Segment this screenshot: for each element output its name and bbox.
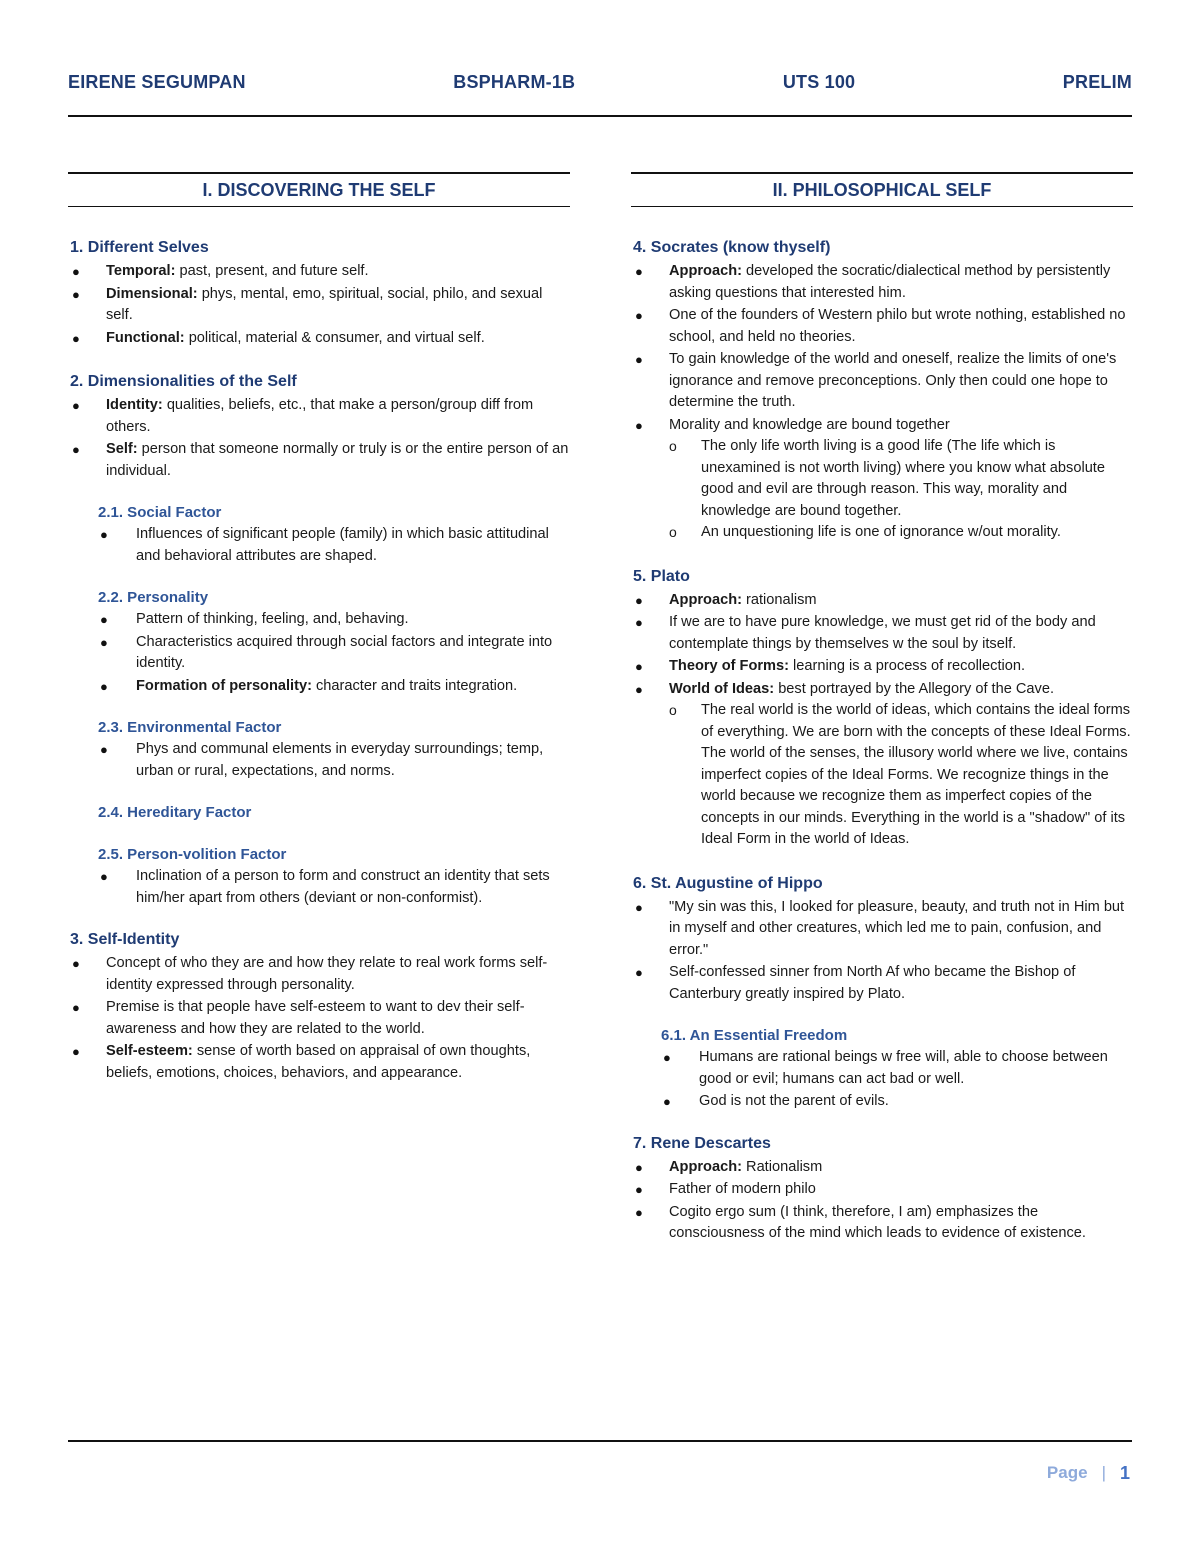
page-label: Page bbox=[1046, 1463, 1088, 1482]
topic-different-selves bbox=[68, 237, 570, 349]
list-item: ● Approach: developed the socratic/dialectical method by persistently asking questions that interested him. bbox=[635, 263, 1111, 301]
list-item: ● Dimensional: phys, mental, emo, spiritual, social, philo, and sexual self. bbox=[72, 285, 543, 323]
subtopic-social-factor bbox=[98, 502, 570, 567]
course-code: BSPHARM-1B bbox=[453, 71, 576, 92]
sub-bullet-list bbox=[669, 700, 1133, 851]
bullet-icon: ● bbox=[635, 352, 643, 367]
sub-bullet-list bbox=[669, 436, 1133, 544]
sub-list-item: o The real world is the world of ideas, which contains the ideal forms of everything. We are born with the concepts of these Ideal Forms. The world of the senses, the illusory world where we live, contains imperfect copies of the Ideal Forms. We recognize things in the world because we recognize them as imperfect copies of the concepts in our minds. Everything in the world is a "shadow" of its Ideal Form in the world of Ideas. bbox=[669, 702, 1131, 847]
term-label: PRELIM bbox=[1062, 71, 1132, 92]
bullet-icon: ● bbox=[635, 899, 643, 915]
bullet-list bbox=[68, 261, 570, 349]
subtopic-title: 2.4. Hereditary Factor bbox=[98, 804, 252, 821]
list-item: ● God is not the parent of evils. bbox=[661, 1091, 1133, 1113]
sub-list-item: o An unquestioning life is one of ignorance w/out morality. bbox=[669, 522, 1133, 544]
subtopic-person-volition-factor bbox=[98, 844, 570, 909]
topic-title: 3. Self-Identity bbox=[70, 931, 180, 948]
list-item: ● Phys and communal elements in everyday surroundings; temp, urban or rural, expectations, and norms. bbox=[100, 741, 544, 779]
bullet-icon: ● bbox=[72, 1000, 80, 1015]
list-item: ● Concept of who they are and how they relate to real work forms self-identity expressed through personality. bbox=[72, 955, 548, 993]
list-item: ● Pattern of thinking, feeling, and, behaving. bbox=[98, 609, 570, 631]
list-item: ● Self-esteem: sense of worth based on appraisal of own thoughts, beliefs, emotions, choices, behaviors, and appearance. bbox=[72, 1043, 531, 1081]
bullet-icon: ● bbox=[72, 398, 80, 413]
bullet-icon: ● bbox=[72, 442, 80, 457]
subtopic-essential-freedom bbox=[661, 1025, 1133, 1113]
left-column bbox=[68, 172, 570, 1106]
bullet-icon: ● bbox=[635, 417, 643, 433]
subtopic-title: 2.5. Person-volition Factor bbox=[98, 846, 287, 863]
document-header bbox=[68, 68, 1132, 96]
subtopic-title: 6.1. An Essential Freedom bbox=[661, 1027, 848, 1044]
hollow-bullet-icon: o bbox=[669, 524, 677, 540]
subtopic-environmental-factor bbox=[98, 717, 570, 782]
student-name: EIRENE SEGUMPAN bbox=[68, 71, 246, 92]
section-title-philosophical-self: II. PHILOSOPHICAL SELF bbox=[631, 172, 1133, 207]
list-item: ● Premise is that people have self-esteem to want to dev their self-awareness and how they are related to the world. bbox=[72, 999, 525, 1037]
bullet-icon: ● bbox=[100, 869, 108, 884]
list-item: ● Father of modern philo bbox=[631, 1179, 1133, 1201]
list-item: ● Identity: qualities, beliefs, etc., that make a person/group diff from others. bbox=[72, 397, 534, 435]
list-item: ● Inclination of a person to form and construct an identity that sets him/her apart from others (deviant or non-conformist). bbox=[100, 868, 550, 906]
bullet-icon: ● bbox=[635, 1204, 643, 1220]
right-column bbox=[631, 172, 1133, 1267]
topic-socrates bbox=[631, 237, 1133, 544]
bullet-icon: ● bbox=[635, 1159, 643, 1175]
bullet-icon: ● bbox=[635, 264, 643, 279]
page-number: 1 bbox=[1119, 1462, 1130, 1483]
topic-title: 1. Different Selves bbox=[70, 239, 209, 256]
subtopic-hereditary-factor bbox=[98, 802, 570, 824]
bullet-icon: ● bbox=[635, 1182, 643, 1197]
list-item: ● Theory of Forms: learning is a process of recollection. bbox=[631, 656, 1133, 678]
list-item: ● Approach: Rationalism bbox=[631, 1157, 1133, 1179]
list-item: ● Self-confessed sinner from North Af who became the Bishop of Canterbury greatly inspired by Plato. bbox=[635, 964, 1076, 1002]
bullet-icon: ● bbox=[100, 634, 108, 650]
subtopic-title: 2.2. Personality bbox=[98, 589, 209, 606]
bullet-icon: ● bbox=[635, 615, 643, 630]
bullet-icon: ● bbox=[663, 1050, 671, 1065]
bullet-icon: ● bbox=[635, 592, 643, 608]
list-item: ● Self: person that someone normally or truly is or the entire person of an individual. bbox=[72, 441, 569, 479]
bullet-list bbox=[68, 395, 570, 482]
topic-st-augustine bbox=[631, 873, 1133, 1113]
list-item: ● Functional: political, material & consumer, and virtual self. bbox=[68, 328, 570, 350]
bullet-icon: ● bbox=[100, 527, 108, 542]
list-item: ● To gain knowledge of the world and oneself, realize the limits of one's ignorance and remove preconceptions. Only then could one hope to determine the truth. bbox=[635, 351, 1117, 410]
list-item: ● Formation of personality: character and traits integration. bbox=[98, 676, 570, 698]
hollow-bullet-icon: o bbox=[669, 438, 677, 454]
list-item: ● Humans are rational beings w free will, able to choose between good or evil; humans can act bad or well. bbox=[663, 1049, 1108, 1087]
list-item: ● If we are to have pure knowledge, we must get rid of the body and contemplate things by themselves w the soul by itself. bbox=[635, 614, 1096, 652]
topic-plato bbox=[631, 566, 1133, 851]
bullet-icon: ● bbox=[100, 612, 108, 627]
bullet-icon: ● bbox=[635, 965, 643, 980]
bullet-icon: ● bbox=[100, 742, 108, 757]
footer-rule bbox=[68, 1440, 1132, 1442]
header-rule bbox=[68, 115, 1132, 117]
subtopic-title: 2.1. Social Factor bbox=[98, 504, 222, 521]
topic-title: 4. Socrates (know thyself) bbox=[633, 239, 831, 256]
list-item: ● Cogito ergo sum (I think, therefore, I am) emphasizes the consciousness of the mind which leads to evidence of existence. bbox=[635, 1203, 1086, 1241]
topic-title: 5. Plato bbox=[633, 567, 690, 585]
subtopic-personality bbox=[98, 587, 570, 697]
subtopic-title: 2.3. Environmental Factor bbox=[98, 719, 282, 736]
list-item: ● Morality and knowledge are bound together o The only life worth living is a good life (The life which is unexamined is not worth living) where you know what absolute good and evil are through reason. This way, morality and knowledge are bound together. o An unquestioning life is one of ignorance w/out morality. bbox=[631, 415, 1133, 544]
bullet-icon: ● bbox=[72, 330, 80, 346]
page-number-footer bbox=[1047, 1460, 1130, 1486]
list-item: ● Approach: rationalism bbox=[631, 590, 1133, 612]
bullet-icon: ● bbox=[663, 1094, 671, 1109]
topic-title: 2. Dimensionalities of the Self bbox=[70, 373, 297, 390]
bullet-icon: ● bbox=[72, 956, 80, 971]
bullet-icon: ● bbox=[100, 678, 108, 694]
list-item: ● Characteristics acquired through social factors and integrate into identity. bbox=[100, 633, 553, 671]
topic-rene-descartes bbox=[631, 1133, 1133, 1245]
bullet-icon: ● bbox=[635, 308, 643, 323]
page-separator: | bbox=[1101, 1463, 1106, 1482]
topic-self-identity bbox=[68, 929, 570, 1084]
topic-title: 7. Rene Descartes bbox=[633, 1134, 771, 1152]
topic-title: 6. St. Augustine of Hippo bbox=[633, 874, 823, 892]
hollow-bullet-icon: o bbox=[669, 702, 677, 718]
bullet-icon: ● bbox=[72, 1044, 80, 1059]
bullet-icon: ● bbox=[635, 659, 643, 674]
subject-code: UTS 100 bbox=[782, 71, 856, 92]
topic-dimensionalities bbox=[68, 371, 570, 909]
section-title-discovering-self: I. DISCOVERING THE SELF bbox=[68, 172, 570, 207]
list-item: ● Temporal: past, present, and future self. bbox=[68, 261, 570, 283]
list-item: ● One of the founders of Western philo but wrote nothing, established no school, and held no theories. bbox=[635, 307, 1126, 345]
bullet-icon: ● bbox=[72, 264, 80, 279]
list-item: ● Influences of significant people (family) in which basic attitudinal and behavioral attributes are shaped. bbox=[100, 526, 549, 564]
bullet-icon: ● bbox=[72, 286, 80, 302]
sub-list-item: o The only life worth living is a good life (The life which is unexamined is not worth living) where you know what absolute good and evil are through reason. This way, morality and knowledge are bound together. bbox=[669, 438, 1105, 519]
list-item: ● World of Ideas: best portrayed by the Allegory of the Cave. o The real world is the world of ideas, which contains the ideal forms of everything. We are born with the concepts of these Ideal Forms. The world of the senses, the illusory world where we live, contains imperfect copies of the Ideal Forms. We recognize things in the world because we recognize them as imperfect copies of the concepts in our minds. Everything in the world is a "shadow" of its Ideal Form in the world of Ideas. bbox=[631, 679, 1133, 851]
bullet-icon: ● bbox=[635, 681, 643, 697]
list-item: ● "My sin was this, I looked for pleasure, beauty, and truth not in Him but in myself and other creatures, which led me to pain, confusion, and error." bbox=[635, 898, 1125, 958]
